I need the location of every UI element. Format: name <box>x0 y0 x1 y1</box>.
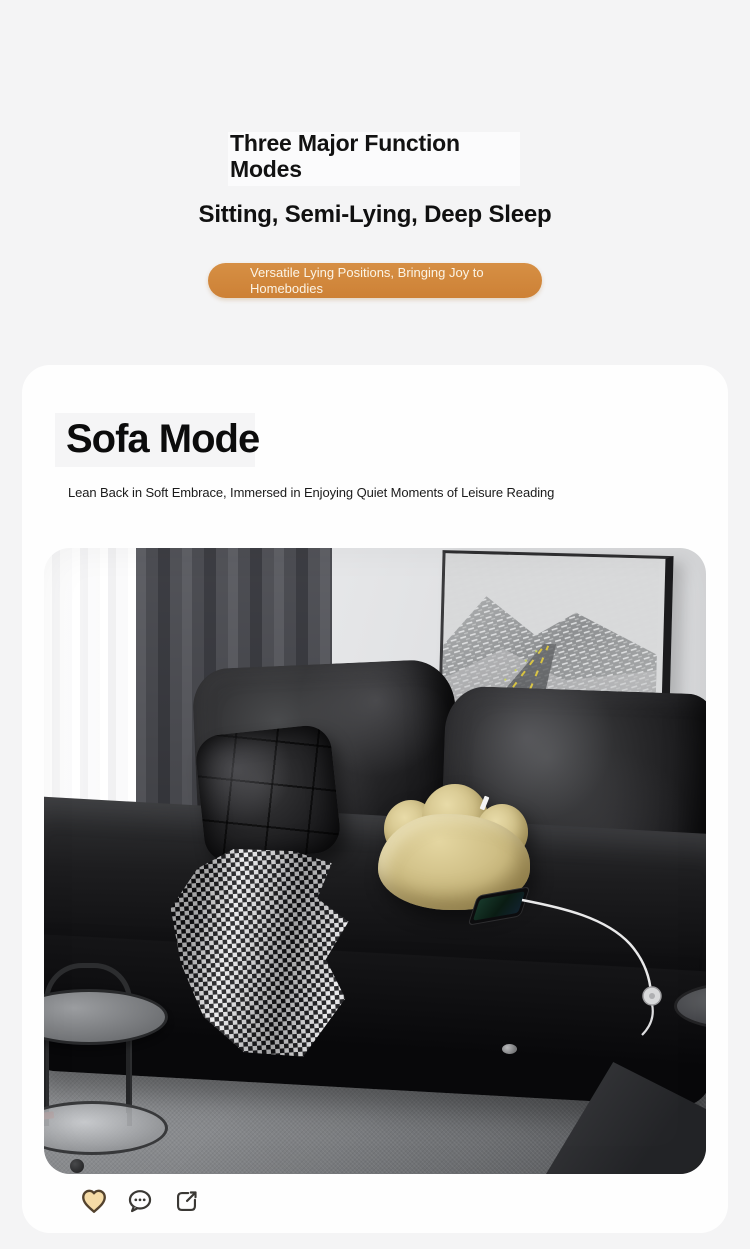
round-side-table-right <box>666 976 706 1174</box>
product-photo <box>44 548 706 1174</box>
card-heading: Sofa Mode <box>66 417 260 461</box>
tray-top <box>44 989 168 1045</box>
intro-title: Three Major Function Modes <box>230 130 460 182</box>
intro-subtitle: Sitting, Semi-Lying, Deep Sleep <box>198 201 552 228</box>
sofa-mode-card <box>22 365 728 1233</box>
share-icon <box>173 1188 200 1215</box>
comment-button[interactable] <box>124 1185 156 1217</box>
share-button[interactable] <box>170 1185 202 1217</box>
comment-icon <box>126 1187 154 1215</box>
card-description: Lean Back in Soft Embrace, Immersed in Enjoying Quiet Moments of Leisure Reading <box>68 485 555 500</box>
tray-bottom <box>44 1101 168 1155</box>
heart-icon <box>79 1186 109 1216</box>
table-top <box>674 982 706 1030</box>
feature-banner-label: Versatile Lying Positions, Bringing Joy to Homebodies <box>250 265 484 296</box>
like-button[interactable] <box>78 1185 110 1217</box>
caster-wheel <box>70 1159 84 1173</box>
round-tray-table-left <box>44 963 180 1174</box>
feature-banner <box>208 263 542 298</box>
action-bar <box>78 1185 202 1217</box>
